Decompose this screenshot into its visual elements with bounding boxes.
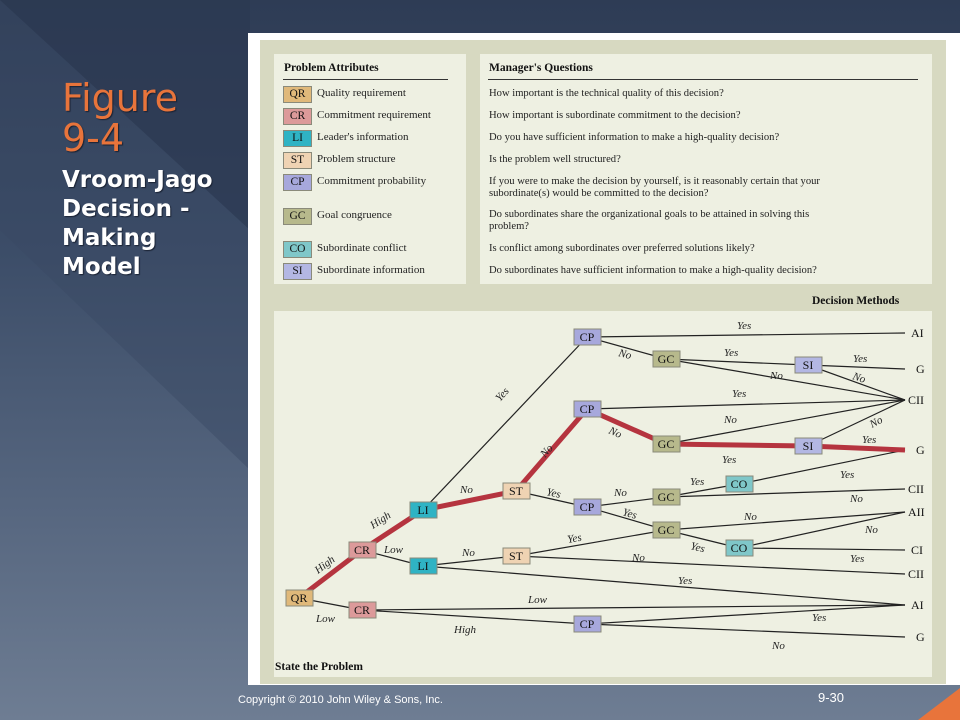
edge-label-yes: Yes — [545, 486, 562, 501]
edge-label-high: High — [312, 553, 338, 577]
node-label: SI — [802, 439, 814, 453]
code-box: CP — [283, 174, 312, 191]
edge-label-no: No — [538, 442, 556, 460]
node-gc-3 — [653, 489, 680, 505]
subtitle-line: Vroom-Jago — [62, 167, 213, 193]
edge-label-yes: Yes — [737, 320, 752, 332]
title-number: 9-4 — [62, 116, 125, 160]
node-label: ST — [508, 484, 524, 498]
edge-label-no: No — [614, 487, 627, 499]
node-co-1 — [726, 476, 753, 492]
decision-methods-header: Decision Methods — [812, 295, 900, 307]
edge-label-yes: Yes — [840, 469, 855, 481]
edge — [423, 566, 905, 605]
subtitle-line: Model — [62, 254, 141, 280]
code-box: CO — [283, 241, 312, 258]
edge-label-no: No — [617, 347, 633, 363]
edge-label-yes: Yes — [690, 476, 705, 488]
edge-label-no: No — [865, 524, 878, 536]
node-label: GC — [657, 490, 675, 504]
outcome-label: CI — [911, 543, 923, 557]
node-cr-low — [349, 602, 376, 618]
edge-label-yes: Yes — [621, 506, 639, 522]
edge-label-yes: Yes — [722, 454, 737, 466]
code-box: QR — [283, 86, 312, 103]
node-label: CR — [353, 543, 371, 557]
node-label: SI — [802, 358, 814, 372]
edge-label-yes: Yes — [724, 347, 739, 359]
attribute-name: Subordinate conflict — [317, 242, 407, 254]
node-cp-1 — [574, 329, 601, 345]
edge-label-low: Low — [316, 613, 335, 625]
attribute-name: Commitment requirement — [317, 109, 431, 121]
node-st-1 — [503, 483, 530, 499]
node-gc-1 — [653, 351, 680, 367]
node-gc-4 — [653, 522, 680, 538]
edge — [666, 359, 905, 400]
node-label: GC — [657, 352, 675, 366]
question-cp: If you were to make the decision by yourself, is it reasonably certain that your subordinate(s) would be committed to the decision? — [489, 176, 820, 199]
edge — [587, 400, 905, 409]
edge-label-high: High — [454, 624, 476, 636]
question-co: Is conflict among subordinates over preferred solutions likely? — [489, 243, 755, 254]
edge — [808, 400, 905, 446]
edge — [739, 548, 905, 550]
question-li: Do you have sufficient information to make a high-quality decision? — [489, 132, 780, 143]
edge-label-low: Low — [384, 544, 403, 556]
node-label: ST — [508, 549, 524, 563]
edge-label-no: No — [744, 511, 757, 523]
corner-accent — [918, 688, 960, 720]
question-qr: How important is the technical quality of this decision? — [489, 88, 724, 99]
edge-label-no: No — [850, 493, 863, 505]
edge-label-yes: Yes — [850, 553, 865, 565]
question-cr: How important is subordinate commitment to the decision? — [489, 110, 741, 121]
code-box: CR — [283, 108, 312, 125]
edge-label-yes: Yes — [853, 353, 868, 365]
edge — [808, 365, 905, 369]
node-label: CP — [579, 402, 595, 416]
outcome-label: G — [916, 630, 925, 644]
title-figure: Figure — [62, 76, 179, 120]
edge — [587, 624, 905, 637]
outcome-label: G — [916, 362, 925, 376]
node-label: LI — [417, 503, 429, 517]
edge-label-no: No — [460, 484, 473, 496]
outcome-label: G — [916, 443, 925, 457]
node-li-high — [410, 502, 437, 518]
node-co-2 — [726, 540, 753, 556]
edge-label-yes: Yes — [732, 388, 747, 400]
node-label: QR — [290, 591, 308, 605]
edge-label-yes: Yes — [566, 531, 583, 546]
edge-label-low: Low — [528, 594, 547, 606]
code-box: GC — [283, 208, 312, 225]
edge-label-no: No — [851, 370, 867, 386]
outcome-label: CII — [908, 393, 924, 407]
node-si-1 — [795, 357, 822, 373]
node-label: GC — [657, 437, 675, 451]
edge-label-no: No — [772, 640, 785, 652]
question-st: Is the problem well structured? — [489, 154, 621, 165]
outcome-label: AI — [911, 326, 924, 340]
attribute-name: Problem structure — [317, 153, 396, 165]
edge-label-yes: Yes — [493, 385, 512, 405]
node-label: LI — [417, 559, 429, 573]
code-box: SI — [283, 263, 312, 280]
node-label: CR — [353, 603, 371, 617]
edge — [362, 610, 587, 624]
edge — [362, 605, 905, 610]
edge — [739, 450, 905, 484]
node-cr-high — [349, 542, 376, 558]
attribute-name: Goal congruence — [317, 209, 392, 221]
edge-label-no: No — [606, 424, 624, 441]
edge-label-no: No — [724, 414, 737, 426]
attributes-header: Problem Attributes — [284, 62, 379, 74]
node-label: CP — [579, 500, 595, 514]
edge-label-yes: Yes — [862, 434, 877, 446]
edge-label-no: No — [867, 414, 885, 431]
node-cp-4 — [574, 616, 601, 632]
edge-label-no: No — [632, 552, 645, 564]
edge-label-yes: Yes — [812, 612, 827, 624]
node-cp-2 — [574, 401, 601, 417]
edge-label-no: No — [770, 370, 783, 382]
attribute-name: Quality requirement — [317, 87, 406, 99]
edge-label-no: No — [462, 547, 475, 559]
subtitle-line: Decision - — [62, 196, 190, 222]
edge — [739, 512, 905, 548]
outcome-label: CII — [908, 482, 924, 496]
edge-label-yes: Yes — [689, 540, 707, 556]
outcome-label: AII — [908, 505, 925, 519]
edge-label-yes: Yes — [678, 575, 693, 587]
node-label: CP — [579, 617, 595, 631]
node-st-2 — [503, 548, 530, 564]
edge — [587, 333, 905, 337]
state-problem-label: State the Problem — [275, 661, 363, 673]
question-gc: Do subordinates share the organizational goals to be attained in solving this problem? — [489, 209, 810, 232]
attribute-name: Subordinate information — [317, 264, 425, 276]
outcome-label: CII — [908, 567, 924, 581]
node-cp-3 — [574, 499, 601, 515]
node-qr — [286, 590, 313, 606]
node-gc-2 — [653, 436, 680, 452]
page-number: 9-30 — [818, 690, 845, 705]
attribute-name: Leader's information — [317, 131, 409, 143]
node-label: GC — [657, 523, 675, 537]
copyright-text: Copyright © 2010 John Wiley & Sons, Inc. — [238, 694, 443, 706]
node-si-2 — [795, 438, 822, 454]
questions-header: Manager's Questions — [489, 62, 593, 74]
edge — [666, 359, 808, 365]
node-label: CO — [730, 541, 748, 555]
node-label: CO — [730, 477, 748, 491]
subtitle-line: Making — [62, 225, 157, 251]
outcome-label: AI — [911, 598, 924, 612]
edge-label-high: High — [368, 509, 394, 532]
node-li-low — [410, 558, 437, 574]
question-si: Do subordinates have sufficient information to make a high-quality decision? — [489, 265, 817, 276]
code-box: LI — [283, 130, 312, 147]
edge — [516, 556, 905, 574]
node-label: CP — [579, 330, 595, 344]
code-box: ST — [283, 152, 312, 169]
attribute-name: Commitment probability — [317, 175, 427, 187]
